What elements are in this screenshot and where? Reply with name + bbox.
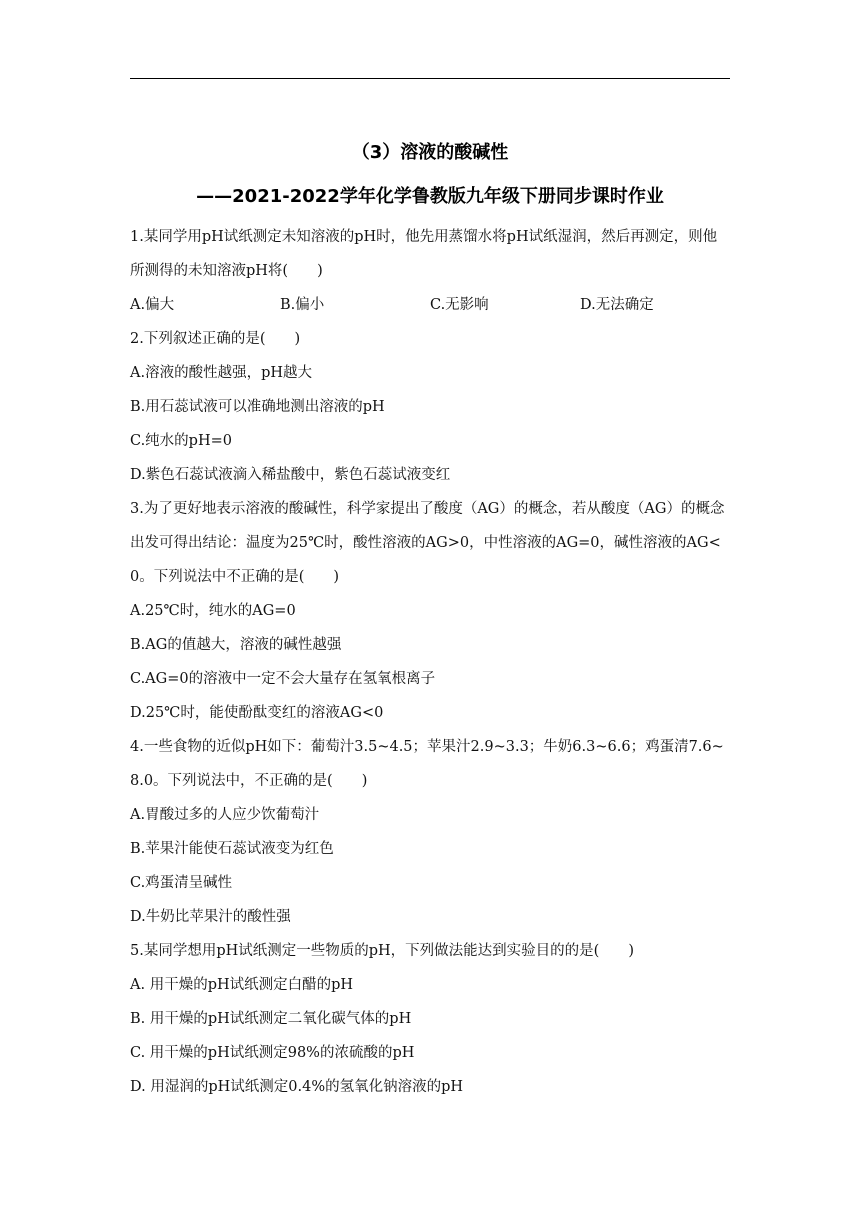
option-c: C.AG=0的溶液中一定不会大量存在氢氧根离子 bbox=[130, 671, 436, 687]
option-b: B.苹果汁能使石蕊试液变为红色 bbox=[130, 841, 334, 857]
option-c: C.纯水的pH=0 bbox=[130, 433, 232, 449]
option-b: B.用石蕊试液可以准确地测出溶液的pH bbox=[130, 399, 385, 415]
question-3 bbox=[130, 492, 730, 730]
question-4 bbox=[130, 730, 730, 934]
question-stem: 1.某同学用pH试纸测定未知溶液的pH时，他先用蒸馏水将pH试纸湿润，然后再测定，则他所测得的未知溶液pH将( ) bbox=[130, 229, 718, 279]
option-a: A. 用干燥的pH试纸测定白醋的pH bbox=[130, 977, 354, 993]
option-b: B.AG的值越大，溶液的碱性越强 bbox=[130, 637, 342, 653]
option-d: D.25℃时，能使酚酞变红的溶液AG<0 bbox=[130, 705, 384, 721]
question-1 bbox=[130, 220, 730, 322]
question-5 bbox=[130, 934, 730, 1104]
options-row bbox=[130, 288, 730, 322]
option-b: B.偏小 bbox=[280, 297, 325, 313]
option-a: A.偏大 bbox=[130, 297, 175, 313]
page-subtitle: ——2021-2022学年化学鲁教版九年级下册同步课时作业 bbox=[196, 186, 664, 207]
question-list bbox=[130, 220, 730, 1104]
option-c: C.无影响 bbox=[430, 297, 489, 313]
option-a: A.胃酸过多的人应少饮葡萄汁 bbox=[130, 807, 320, 823]
option-a: A.25℃时，纯水的AG=0 bbox=[130, 603, 296, 619]
question-stem: 5.某同学想用pH试纸测定一些物质的pH，下列做法能达到实验目的的是( ) bbox=[130, 943, 634, 959]
question-stem: 4.一些食物的近似pH如下：葡萄汁3.5~4.5；苹果汁2.9~3.3；牛奶6.3~6.6；鸡蛋清7.6~8.0。下列说法中，不正确的是( ) bbox=[130, 739, 724, 789]
option-d: D. 用湿润的pH试纸测定0.4%的氢氧化钠溶液的pH bbox=[130, 1079, 464, 1095]
option-d: D.牛奶比苹果汁的酸性强 bbox=[130, 909, 291, 925]
option-d: D.紫色石蕊试液滴入稀盐酸中，紫色石蕊试液变红 bbox=[130, 467, 451, 483]
question-stem: 3.为了更好地表示溶液的酸碱性，科学家提出了酸度（AG）的概念，若从酸度（AG）的概念出发可得出结论：温度为25℃时，酸性溶液的AG>0，中性溶液的AG=0，碱性溶液的AG<0。下列说法中不正确的是( ) bbox=[130, 501, 725, 585]
page-title: （3）溶液的酸碱性 bbox=[351, 142, 509, 163]
option-c: C.鸡蛋清呈碱性 bbox=[130, 875, 233, 891]
option-a: A.溶液的酸性越强，pH越大 bbox=[130, 365, 313, 381]
question-stem: 2.下列叙述正确的是( ) bbox=[130, 331, 301, 347]
option-d: D.无法确定 bbox=[580, 297, 654, 313]
option-c: C. 用干燥的pH试纸测定98%的浓硫酸的pH bbox=[130, 1045, 415, 1061]
option-b: B. 用干燥的pH试纸测定二氧化碳气体的pH bbox=[130, 1011, 412, 1027]
question-2 bbox=[130, 322, 730, 492]
header-rule bbox=[130, 78, 730, 79]
